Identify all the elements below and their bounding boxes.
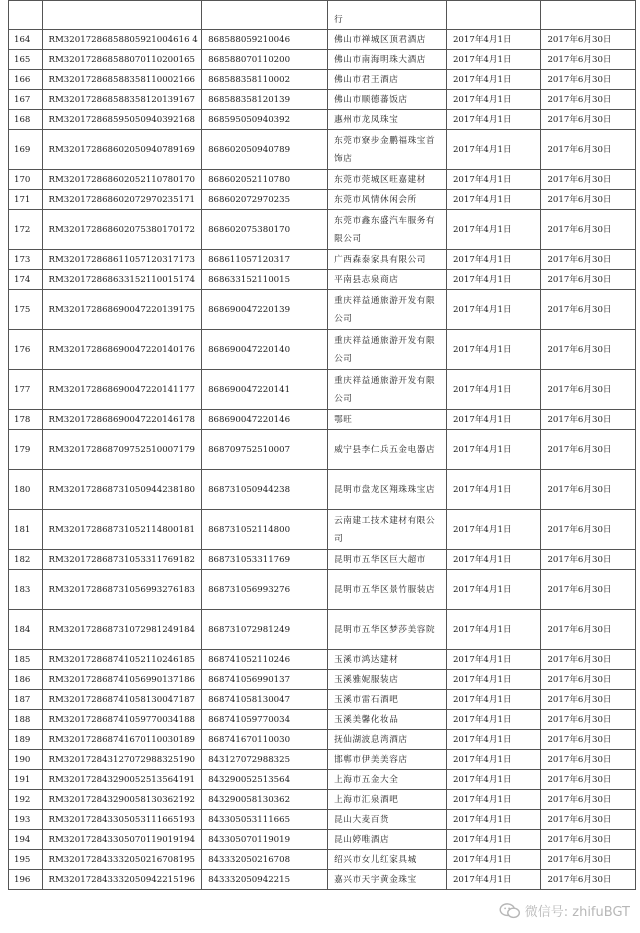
cell-terminal: 868731072981249: [202, 610, 328, 650]
cell-end-date: 2017年6月30日: [541, 70, 636, 90]
cell-contract: RM320172868588358120139167: [42, 90, 202, 110]
cell-terminal: 843290052513564: [202, 770, 328, 790]
cell-contract: RM320172868741670110030189: [42, 730, 202, 750]
table-row: [9, 30, 636, 50]
cell-merchant: 玉溪美馨化妆品: [328, 710, 447, 730]
cell-no: 182: [9, 550, 43, 570]
cell-end-date: 2017年6月30日: [541, 510, 636, 550]
cell-end-date: 2017年6月30日: [541, 610, 636, 650]
cell-end-date: 2017年6月30日: [541, 190, 636, 210]
cell-no: 183: [9, 570, 43, 610]
cell-merchant: 东莞市鑫东盛汽车服务有限公司: [328, 210, 447, 250]
table-row: [9, 650, 636, 670]
cell-start-date: 2017年4月1日: [446, 770, 541, 790]
table-row: [9, 190, 636, 210]
cell-start-date: 2017年4月1日: [446, 370, 541, 410]
cell-no: 166: [9, 70, 43, 90]
table-row: [9, 870, 636, 890]
cell-terminal: [202, 1, 328, 30]
cell-contract: RM32017286858805921004616 4: [42, 30, 202, 50]
table-row: [9, 370, 636, 410]
cell-merchant: 上海市五金大全: [328, 770, 447, 790]
table-row: [9, 710, 636, 730]
cell-contract: RM320172868731052114800181: [42, 510, 202, 550]
cell-start-date: 2017年4月1日: [446, 730, 541, 750]
table-row: [9, 730, 636, 750]
merchant-table-body: [9, 1, 636, 890]
cell-end-date: 2017年6月30日: [541, 50, 636, 70]
cell-contract: RM320172868731053311769182: [42, 550, 202, 570]
cell-start-date: 2017年4月1日: [446, 710, 541, 730]
cell-merchant: 东莞市寮步金鹏福珠宝首饰店: [328, 130, 447, 170]
cell-start-date: 2017年4月1日: [446, 610, 541, 650]
cell-contract: RM320172868731056993276183: [42, 570, 202, 610]
cell-terminal: 868588070110200: [202, 50, 328, 70]
cell-terminal: 868709752510007: [202, 430, 328, 470]
cell-merchant: 昆明市盘龙区翔珠珠宝店: [328, 470, 447, 510]
cell-end-date: 2017年6月30日: [541, 830, 636, 850]
cell-end-date: 2017年6月30日: [541, 570, 636, 610]
cell-merchant: 昆山婷唯酒店: [328, 830, 447, 850]
cell-merchant: 昆明市五华区梦莎美容院: [328, 610, 447, 650]
cell-merchant: 玉溪市雷石酒吧: [328, 690, 447, 710]
cell-merchant: [328, 1, 447, 30]
cell-start-date: 2017年4月1日: [446, 290, 541, 330]
cell-end-date: 2017年6月30日: [541, 370, 636, 410]
cell-no: 173: [9, 250, 43, 270]
cell-merchant: 昆山大麦百货: [328, 810, 447, 830]
cell-no: 168: [9, 110, 43, 130]
cell-no: 176: [9, 330, 43, 370]
cell-end-date: 2017年6月30日: [541, 270, 636, 290]
cell-end-date: 2017年6月30日: [541, 470, 636, 510]
cell-start-date: 2017年4月1日: [446, 190, 541, 210]
cell-end-date: 2017年6月30日: [541, 670, 636, 690]
cell-contract: [42, 1, 202, 30]
cell-no: 178: [9, 410, 43, 430]
cell-no: 180: [9, 470, 43, 510]
table-row: [9, 430, 636, 470]
cell-terminal: 868731056993276: [202, 570, 328, 610]
cell-contract: RM320172843332050942215196: [42, 870, 202, 890]
cell-merchant: 东莞市风情休闲会所: [328, 190, 447, 210]
cell-start-date: 2017年4月1日: [446, 870, 541, 890]
merchant-table: [8, 0, 636, 890]
cell-no: 195: [9, 850, 43, 870]
cell-end-date: 2017年6月30日: [541, 90, 636, 110]
table-row: [9, 330, 636, 370]
cell-end-date: 2017年6月30日: [541, 870, 636, 890]
cell-merchant: 东莞市莞城区旺嘉建材: [328, 170, 447, 190]
cell-end-date: 2017年6月30日: [541, 410, 636, 430]
cell-terminal: 868731053311769: [202, 550, 328, 570]
cell-contract: RM320172868741059770034188: [42, 710, 202, 730]
cell-start-date: 2017年4月1日: [446, 170, 541, 190]
cell-contract: RM320172868709752510007179: [42, 430, 202, 470]
cell-terminal: 843127072988325: [202, 750, 328, 770]
cell-start-date: 2017年4月1日: [446, 810, 541, 830]
cell-start-date: 2017年4月1日: [446, 90, 541, 110]
cell-start-date: 2017年4月1日: [446, 250, 541, 270]
cell-merchant: 惠州市龙凤珠宝: [328, 110, 447, 130]
table-row: [9, 110, 636, 130]
cell-contract: RM320172868741052110246185: [42, 650, 202, 670]
table-row: [9, 270, 636, 290]
cell-no: 188: [9, 710, 43, 730]
cell-merchant: 抚仙湖波息湾酒店: [328, 730, 447, 750]
cell-contract: RM320172868602075380170172: [42, 210, 202, 250]
cell-no: 175: [9, 290, 43, 330]
table-row: [9, 790, 636, 810]
cell-merchant-text: 行: [334, 15, 344, 25]
table-row: [9, 550, 636, 570]
table-row: [9, 470, 636, 510]
cell-contract: RM320172868602050940789169: [42, 130, 202, 170]
cell-merchant: 威宁县李仁兵五金电器店: [328, 430, 447, 470]
table-row: [9, 290, 636, 330]
cell-start-date: 2017年4月1日: [446, 790, 541, 810]
cell-no: 174: [9, 270, 43, 290]
cell-terminal: 843305070119019: [202, 830, 328, 850]
cell-contract: RM320172843332050216708195: [42, 850, 202, 870]
cell-start-date: 2017年4月1日: [446, 670, 541, 690]
cell-contract: RM320172868588070110200165: [42, 50, 202, 70]
cell-end-date: [541, 1, 636, 30]
cell-terminal: 868588059210046: [202, 30, 328, 50]
cell-terminal: 868731050944238: [202, 470, 328, 510]
cell-merchant: 佛山市顺德蕃饭店: [328, 90, 447, 110]
cell-no: 190: [9, 750, 43, 770]
cell-contract: RM320172843290052513564191: [42, 770, 202, 790]
cell-merchant: 昆明市五华区景竹服装店: [328, 570, 447, 610]
cell-terminal: 868690047220140: [202, 330, 328, 370]
cell-merchant: 广西森泰家具有限公司: [328, 250, 447, 270]
cell-end-date: 2017年6月30日: [541, 430, 636, 470]
table-row: [9, 170, 636, 190]
cell-terminal: 868690047220139: [202, 290, 328, 330]
cell-terminal: 868741670110030: [202, 730, 328, 750]
cell-contract: RM320172843305070119019194: [42, 830, 202, 850]
cell-start-date: 2017年4月1日: [446, 410, 541, 430]
cell-start-date: 2017年4月1日: [446, 850, 541, 870]
cell-merchant: 邯郸市伊美美容店: [328, 750, 447, 770]
cell-start-date: 2017年4月1日: [446, 830, 541, 850]
cell-merchant: 玉溪雅妮服装店: [328, 670, 447, 690]
cell-terminal: 868741056990137: [202, 670, 328, 690]
cell-end-date: 2017年6月30日: [541, 290, 636, 330]
table-row: [9, 90, 636, 110]
cell-no: 196: [9, 870, 43, 890]
table-row: [9, 210, 636, 250]
cell-start-date: 2017年4月1日: [446, 330, 541, 370]
cell-contract: RM320172843305053111665193: [42, 810, 202, 830]
cell-end-date: 2017年6月30日: [541, 650, 636, 670]
cell-no: 179: [9, 430, 43, 470]
cell-no: 169: [9, 130, 43, 170]
cell-merchant: 重庆祥益通旅游开发有限公司: [328, 330, 447, 370]
cell-end-date: 2017年6月30日: [541, 850, 636, 870]
cell-terminal: 868602050940789: [202, 130, 328, 170]
cell-start-date: 2017年4月1日: [446, 210, 541, 250]
cell-start-date: 2017年4月1日: [446, 110, 541, 130]
cell-merchant: 云南建工技术建材有限公司: [328, 510, 447, 550]
cell-merchant: 昆明市五华区巨大超市: [328, 550, 447, 570]
cell-end-date: 2017年6月30日: [541, 330, 636, 370]
wechat-watermark: [499, 901, 630, 920]
cell-end-date: 2017年6月30日: [541, 170, 636, 190]
cell-contract: RM320172868690047220139175: [42, 290, 202, 330]
cell-no: 193: [9, 810, 43, 830]
cell-no: 165: [9, 50, 43, 70]
cell-merchant: 玉溪市鸿达建材: [328, 650, 447, 670]
table-row: [9, 50, 636, 70]
cell-no: 164: [9, 30, 43, 50]
cell-contract: RM320172868595050940392168: [42, 110, 202, 130]
cell-contract: RM320172868741058130047187: [42, 690, 202, 710]
cell-terminal: 868602075380170: [202, 210, 328, 250]
cell-no: 187: [9, 690, 43, 710]
cell-end-date: 2017年6月30日: [541, 730, 636, 750]
cell-no: 172: [9, 210, 43, 250]
cell-merchant: 佛山市南海明珠大酒店: [328, 50, 447, 70]
cell-contract: RM320172868690047220146178: [42, 410, 202, 430]
table-row: [9, 670, 636, 690]
cell-no: 181: [9, 510, 43, 550]
cell-end-date: 2017年6月30日: [541, 710, 636, 730]
cell-terminal: 868595050940392: [202, 110, 328, 130]
cell-no: 184: [9, 610, 43, 650]
cell-start-date: 2017年4月1日: [446, 270, 541, 290]
cell-end-date: 2017年6月30日: [541, 130, 636, 170]
cell-terminal: 868741052110246: [202, 650, 328, 670]
cell-start-date: 2017年4月1日: [446, 570, 541, 610]
cell-terminal: 843332050942215: [202, 870, 328, 890]
cell-end-date: 2017年6月30日: [541, 210, 636, 250]
table-row: [9, 250, 636, 270]
cell-end-date: 2017年6月30日: [541, 790, 636, 810]
cell-terminal: 868690047220141: [202, 370, 328, 410]
cell-end-date: 2017年6月30日: [541, 810, 636, 830]
cell-merchant: 绍兴市女儿红家具城: [328, 850, 447, 870]
cell-merchant: 平南县志泉商店: [328, 270, 447, 290]
cell-no: 189: [9, 730, 43, 750]
cell-start-date: 2017年4月1日: [446, 430, 541, 470]
table-row: [9, 70, 636, 90]
cell-contract: RM320172868633152110015174: [42, 270, 202, 290]
table-row: [9, 770, 636, 790]
cell-end-date: 2017年6月30日: [541, 30, 636, 50]
cell-start-date: 2017年4月1日: [446, 550, 541, 570]
table-row: [9, 850, 636, 870]
cell-start-date: 2017年4月1日: [446, 30, 541, 50]
table-row: [9, 510, 636, 550]
cell-no: 194: [9, 830, 43, 850]
cell-terminal: 868741058130047: [202, 690, 328, 710]
wechat-icon: [499, 903, 521, 919]
cell-no: 192: [9, 790, 43, 810]
cell-no: 186: [9, 670, 43, 690]
cell-start-date: 2017年4月1日: [446, 690, 541, 710]
cell-terminal: 843305053111665: [202, 810, 328, 830]
cell-end-date: 2017年6月30日: [541, 690, 636, 710]
cell-end-date: 2017年6月30日: [541, 750, 636, 770]
cell-merchant: 重庆祥益通旅游开发有限公司: [328, 370, 447, 410]
cell-start-date: 2017年4月1日: [446, 50, 541, 70]
cell-merchant: 鄂旺: [328, 410, 447, 430]
cell-no: 177: [9, 370, 43, 410]
table-row: [9, 130, 636, 170]
table-row: [9, 690, 636, 710]
cell-start-date: 2017年4月1日: [446, 650, 541, 670]
table-row: [9, 410, 636, 430]
cell-start-date: 2017年4月1日: [446, 750, 541, 770]
cell-terminal: 843290058130362: [202, 790, 328, 810]
cell-contract: RM320172868611057120317173: [42, 250, 202, 270]
table-row: [9, 810, 636, 830]
cell-terminal: 868602072970235: [202, 190, 328, 210]
cell-contract: RM320172868690047220141177: [42, 370, 202, 410]
cell-no: 171: [9, 190, 43, 210]
cell-no: 191: [9, 770, 43, 790]
cell-merchant: 重庆祥益通旅游开发有限公司: [328, 290, 447, 330]
cell-contract: RM320172868690047220140176: [42, 330, 202, 370]
cell-end-date: 2017年6月30日: [541, 550, 636, 570]
cell-contract: RM320172868602052110780170: [42, 170, 202, 190]
cell-terminal: 843332050216708: [202, 850, 328, 870]
cell-contract: RM320172843290058130362192: [42, 790, 202, 810]
cell-terminal: 868741059770034: [202, 710, 328, 730]
cell-contract: RM320172868602072970235171: [42, 190, 202, 210]
table-row-continuation: [9, 1, 636, 30]
cell-no: 167: [9, 90, 43, 110]
cell-no: 185: [9, 650, 43, 670]
cell-contract: RM320172868741056990137186: [42, 670, 202, 690]
cell-start-date: [446, 1, 541, 30]
cell-start-date: 2017年4月1日: [446, 70, 541, 90]
cell-terminal: 868731052114800: [202, 510, 328, 550]
cell-no: [9, 1, 43, 30]
table-row: [9, 610, 636, 650]
table-row: [9, 830, 636, 850]
cell-merchant: 佛山市禅城区顶君酒店: [328, 30, 447, 50]
table-row: [9, 750, 636, 770]
cell-end-date: 2017年6月30日: [541, 770, 636, 790]
cell-terminal: 868588358110002: [202, 70, 328, 90]
cell-merchant: 上海市汇泉酒吧: [328, 790, 447, 810]
cell-end-date: 2017年6月30日: [541, 250, 636, 270]
cell-merchant: 嘉兴市天宇黄金珠宝: [328, 870, 447, 890]
cell-start-date: 2017年4月1日: [446, 470, 541, 510]
watermark-text: 微信号: zhifuBGT: [524, 905, 630, 920]
cell-terminal: 868690047220146: [202, 410, 328, 430]
cell-contract: RM320172868731072981249184: [42, 610, 202, 650]
cell-contract: RM320172843127072988325190: [42, 750, 202, 770]
cell-terminal: 868602052110780: [202, 170, 328, 190]
cell-start-date: 2017年4月1日: [446, 510, 541, 550]
cell-terminal: 868633152110015: [202, 270, 328, 290]
cell-contract: RM320172868588358110002166: [42, 70, 202, 90]
cell-start-date: 2017年4月1日: [446, 130, 541, 170]
cell-end-date: 2017年6月30日: [541, 110, 636, 130]
cell-terminal: 868588358120139: [202, 90, 328, 110]
cell-merchant: 佛山市君王酒店: [328, 70, 447, 90]
cell-terminal: 868611057120317: [202, 250, 328, 270]
cell-no: 170: [9, 170, 43, 190]
cell-contract: RM320172868731050944238180: [42, 470, 202, 510]
table-row: [9, 570, 636, 610]
